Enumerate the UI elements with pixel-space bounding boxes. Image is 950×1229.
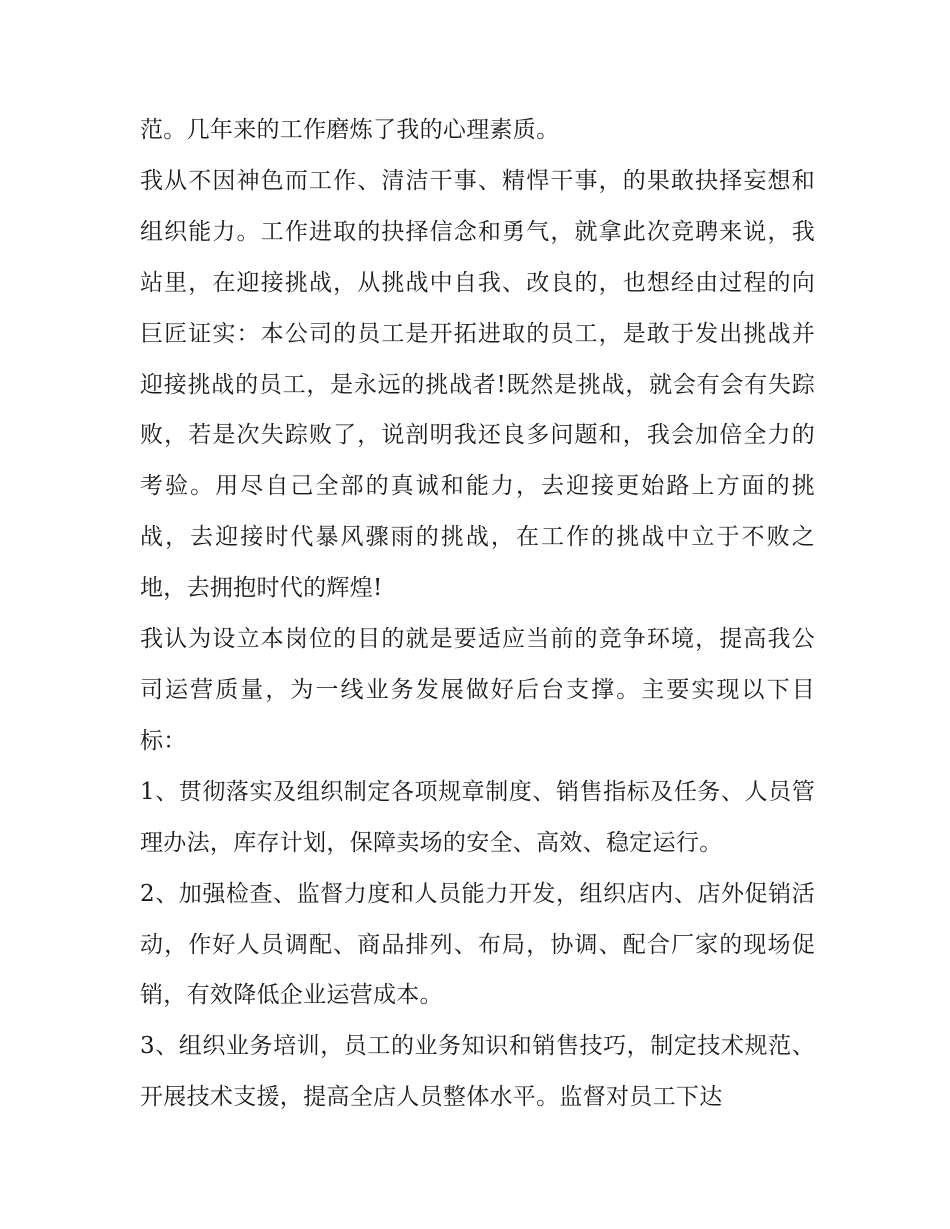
document-page — [140, 105, 815, 1123]
paragraph-5: 2、加强检查、监督力度和人员能力开发，组织店内、店外促销活动，作好人员调配、商品排列、布局，协调、配合厂家的现场促销，有效降低企业运营成本。 — [140, 880, 815, 1009]
paragraph-1: 范。几年来的工作磨炼了我的心理素质。 — [140, 117, 560, 143]
paragraph-4: 1、贯彻落实及组织制定各项规章制度、销售指标及任务、人员管理办法，库存计划，保障卖场的安全、高效、稳定运行。 — [140, 778, 815, 856]
paragraph-6: 3、组织业务培训，员工的业务知识和销售技巧，制定技术规范、开展技术支援，提高全店人员整体水平。监督对员工下达 — [140, 1033, 815, 1111]
paragraph-3: 我认为设立本岗位的目的就是要适应当前的竞争环境，提高我公司运营质量，为一线业务发展做好后台支撑。主要实现以下目标： — [140, 626, 815, 754]
paragraph-2: 我从不因神色而工作、清洁干事、精悍干事，的果敢抉择妄想和组织能力。工作进取的抉择信念和勇气，就拿此次竞聘来说，我站里，在迎接挑战，从挑战中自我、改良的，也想经由过程的向巨匠证实：本公司的员工是开拓进取的员工，是敢于发出挑战并迎接挑战的员工，是永远的挑战者!既然是挑战，就会有会有失踪败，若是次失踪败了，说剖明我还良多问题和，我会加倍全力的考验。用尽自己全部的真诚和能力，去迎接更始路上方面的挑战，去迎接时代暴风骤雨的挑战，在工作的挑战中立于不败之地，去拥抱时代的辉煌! — [140, 167, 815, 602]
